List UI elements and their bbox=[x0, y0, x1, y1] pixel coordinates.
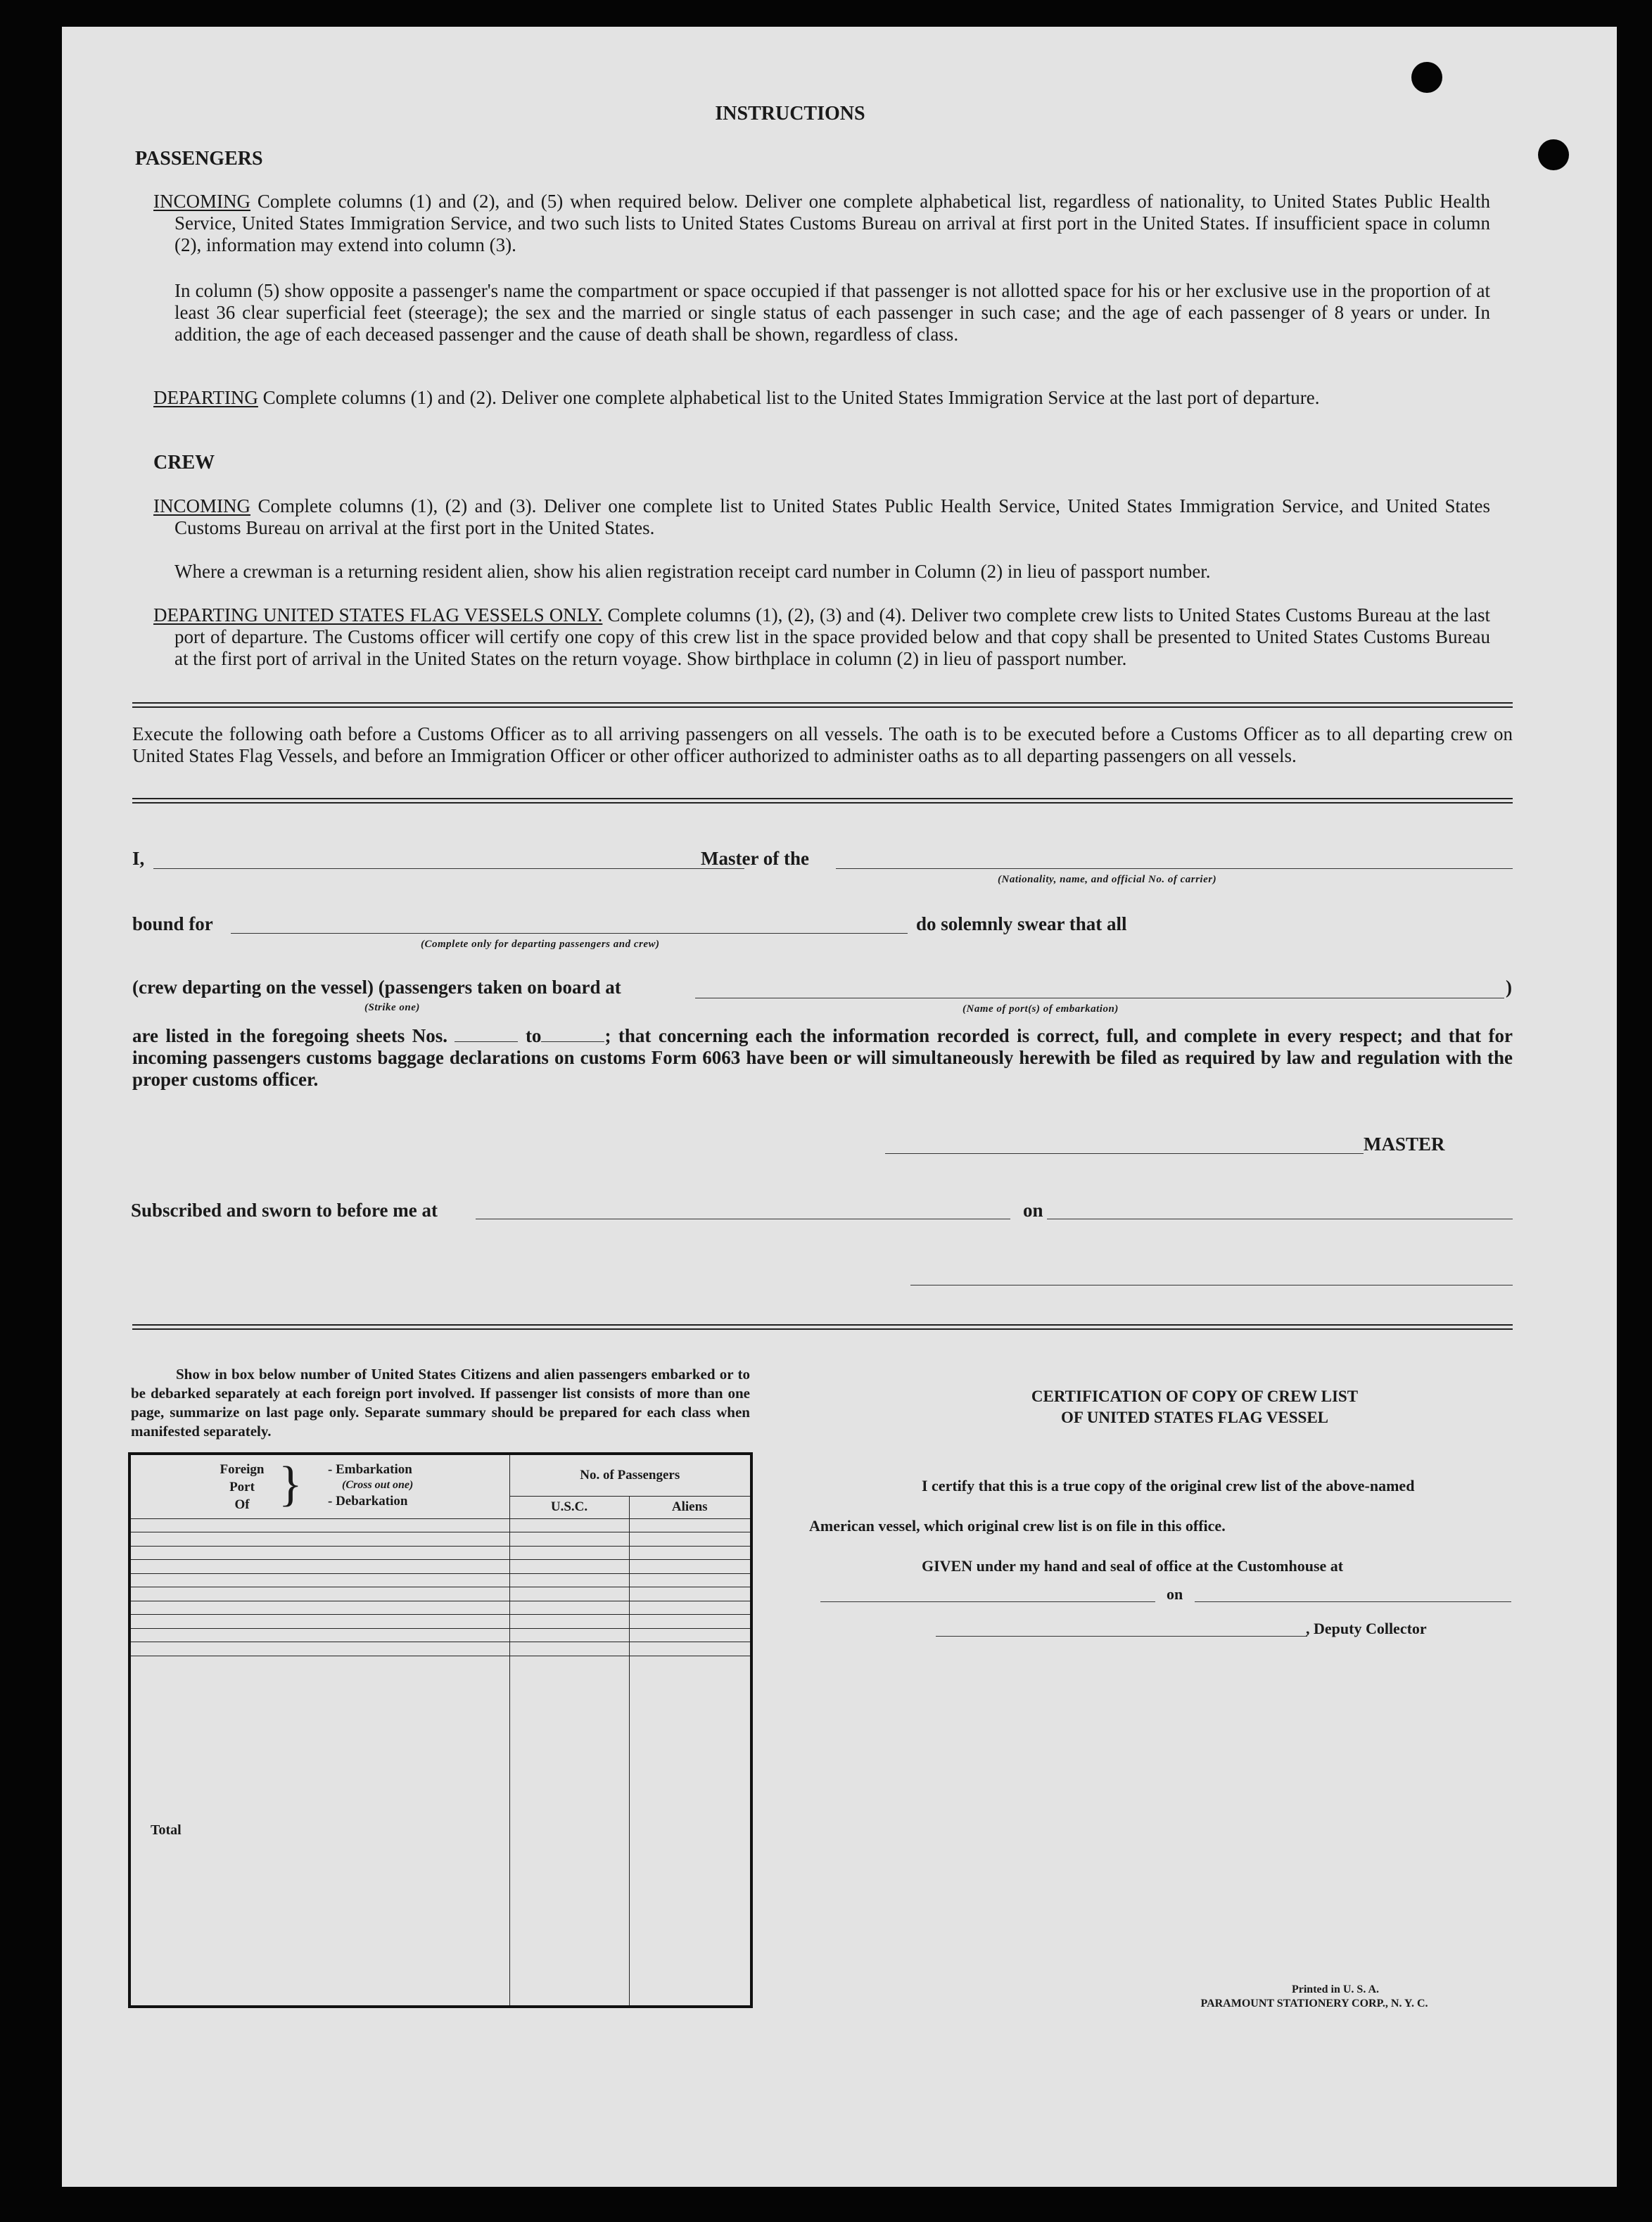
table-row bbox=[129, 1573, 751, 1587]
usc-cell[interactable] bbox=[509, 1642, 629, 1656]
american-vessel-text: American vessel, which original crew list is on file in this office. bbox=[809, 1517, 1226, 1535]
aliens-total-cell[interactable] bbox=[629, 1656, 751, 2007]
usc-total-cell[interactable] bbox=[509, 1656, 629, 2007]
table-row bbox=[129, 1628, 751, 1642]
listed-text-b: ; that concerning each the information recorded is correct, full, and complete in every respect; and that for incoming passengers customs baggage declarations on customs Form 6063 have been or will simultaneously herewith be filed as required by law and regulation with the proper customs officer. bbox=[132, 1025, 1513, 1090]
bound-for-line[interactable] bbox=[231, 933, 908, 934]
port-cell[interactable] bbox=[129, 1642, 509, 1656]
divider-rule bbox=[132, 702, 1513, 704]
crew-alien-text: Where a crewman is a returning resident alien, show his alien registration receipt card number in Column (2) in lieu of passport number. bbox=[174, 561, 1211, 582]
brace-glyph: } bbox=[279, 1457, 303, 1511]
cert-on-label: on bbox=[1167, 1585, 1183, 1603]
imprint-line2: PARAMOUNT STATIONERY CORP., N. Y. C. bbox=[1200, 1998, 1428, 2010]
usc-cell[interactable] bbox=[509, 1532, 629, 1547]
passengers-incoming-text: Complete columns (1) and (2), and (5) when required below. Deliver one complete alphabetical list, regardless of nationality, to United States Public Health Service, United States Immigration Service, and two such lists to United States Customs Bureau on arrival at first port in the United States. If insufficient space in column (2), information may extend into column (3). bbox=[174, 191, 1491, 255]
passengers-column5-text: In column (5) show opposite a passenger's name the compartment or space occupied if that passenger is not allotted space for his or her exclusive use in the proportion of at least 36 clear superficial feet (steerage); the sex and the married or single status of each passenger in such case; and the age of each passenger of 8 years or under. In addition, the age of each deceased passenger and the cause of death shall be shown, regardless of class. bbox=[174, 280, 1490, 345]
aliens-cell[interactable] bbox=[629, 1532, 751, 1547]
certification-title bbox=[878, 1386, 1511, 1428]
master-name-line[interactable] bbox=[153, 868, 744, 869]
crew-incoming-label: INCOMING bbox=[153, 495, 250, 516]
certification-title-line2: OF UNITED STATES FLAG VESSEL bbox=[1060, 1409, 1329, 1426]
punch-hole bbox=[1538, 139, 1569, 170]
cert-date-line[interactable] bbox=[1195, 1601, 1511, 1602]
deputy-signature-line[interactable] bbox=[936, 1636, 1307, 1637]
swear-label: do solemnly swear that all bbox=[916, 913, 1127, 934]
usc-cell[interactable] bbox=[509, 1518, 629, 1532]
usc-cell[interactable] bbox=[509, 1615, 629, 1629]
aliens-cell[interactable] bbox=[629, 1573, 751, 1587]
port-cell[interactable] bbox=[129, 1560, 509, 1574]
aliens-header: Aliens bbox=[629, 1496, 751, 1518]
passengers-column5 bbox=[174, 280, 1490, 345]
bound-for-caption: (Complete only for departing passengers and crew) bbox=[421, 939, 660, 950]
crew-departing-label: DEPARTING UNITED STATES FLAG VESSELS ONLY. bbox=[153, 604, 603, 626]
passenger-summary-table bbox=[128, 1452, 753, 2008]
to-label: to bbox=[525, 1025, 542, 1046]
port-cell[interactable] bbox=[129, 1615, 509, 1629]
port-header-cell bbox=[129, 1454, 509, 1518]
oath-i-label: I, bbox=[132, 848, 145, 869]
foreign-label: Foreign bbox=[220, 1462, 265, 1477]
cross-out-caption: (Cross out one) bbox=[342, 1479, 414, 1491]
table-row bbox=[129, 1615, 751, 1629]
no-of-passengers-header: No. of Passengers bbox=[509, 1454, 751, 1496]
certification-title-line1: CERTIFICATION OF COPY OF CREW LIST bbox=[1031, 1388, 1359, 1405]
punch-hole bbox=[1411, 62, 1442, 93]
embarkation-label: - Embarkation bbox=[328, 1462, 412, 1477]
master-of-the-label: Master of the bbox=[701, 848, 809, 869]
passengers-departing-text: Complete columns (1) and (2). Deliver one complete alphabetical list to the United States Immigration Service at the last port of departure. bbox=[262, 387, 1320, 408]
divider-rule bbox=[132, 1328, 1513, 1330]
summary-instruction: Show in box below number of United States Citizens and alien passengers embarked or to be debarked separately at each foreign port involved. If passenger list consists of more than one page, summarize on last page only. Separate summary should be prepared for each class when manifested separately. bbox=[131, 1366, 750, 1440]
port-cell[interactable] bbox=[129, 1628, 509, 1642]
port-cell[interactable] bbox=[129, 1601, 509, 1615]
divider-rule bbox=[132, 706, 1513, 708]
passengers-departing-label: DEPARTING bbox=[153, 387, 258, 408]
crew-incoming bbox=[153, 495, 1490, 539]
usc-cell[interactable] bbox=[509, 1560, 629, 1574]
crew-departing-label: (crew departing on the vessel) (passengers taken on board at bbox=[132, 977, 621, 998]
aliens-cell[interactable] bbox=[629, 1642, 751, 1656]
passengers-departing bbox=[153, 387, 1490, 409]
divider-rule bbox=[132, 1324, 1513, 1326]
page-title: INSTRUCTIONS bbox=[715, 103, 865, 125]
divider-rule bbox=[132, 798, 1513, 799]
carrier-caption: (Nationality, name, and official No. of carrier) bbox=[998, 874, 1217, 885]
oath-instruction-text: Execute the following oath before a Customs Officer as to all arriving passengers on all vessels. The oath is to be executed before a Customs Officer as to all departing crew on United States Flag Vessels, and before an Immigration Officer or other officer authorized to administer oaths as to all departing passengers on all vessels. bbox=[132, 723, 1513, 766]
divider-rule bbox=[132, 802, 1513, 804]
debarkation-label: - Debarkation bbox=[328, 1494, 408, 1509]
usc-cell[interactable] bbox=[509, 1628, 629, 1642]
sheet-to-blank[interactable] bbox=[541, 1041, 604, 1042]
ports-caption: (Name of port(s) of embarkation) bbox=[962, 1003, 1119, 1015]
crew-departing bbox=[153, 604, 1490, 670]
strike-one-caption: (Strike one) bbox=[364, 1002, 420, 1013]
sworn-on-label: on bbox=[1023, 1200, 1043, 1221]
aliens-cell[interactable] bbox=[629, 1615, 751, 1629]
close-paren: ) bbox=[1506, 977, 1512, 998]
of-label: Of bbox=[234, 1497, 250, 1512]
table-row bbox=[129, 1546, 751, 1560]
oath-instruction bbox=[132, 723, 1513, 767]
printer-imprint bbox=[1103, 1983, 1525, 2011]
usc-cell[interactable] bbox=[509, 1587, 629, 1601]
port-cell[interactable] bbox=[129, 1546, 509, 1560]
crew-incoming-text: Complete columns (1), (2) and (3). Deliver one complete list to United States Public Health Service, United States Immigration Service, and United States Customs Bureau on arrival at the first port in the United States. bbox=[174, 495, 1491, 538]
customhouse-line[interactable] bbox=[820, 1601, 1155, 1602]
crew-heading: CREW bbox=[153, 452, 215, 474]
port-cell[interactable] bbox=[129, 1532, 509, 1547]
passengers-heading: PASSENGERS bbox=[135, 148, 263, 170]
aliens-cell[interactable] bbox=[629, 1546, 751, 1560]
deputy-collector-label: , Deputy Collector bbox=[1306, 1620, 1427, 1637]
form-page bbox=[62, 27, 1617, 2187]
usc-cell[interactable] bbox=[509, 1573, 629, 1587]
passengers-incoming-label: INCOMING bbox=[153, 191, 250, 212]
port-cell[interactable] bbox=[129, 1573, 509, 1587]
listed-text-a: are listed in the foregoing sheets Nos. bbox=[132, 1025, 447, 1046]
table-row bbox=[129, 1587, 751, 1601]
oath-statement bbox=[132, 1025, 1513, 1091]
crew-departing-text: Complete columns (1), (2), (3) and (4). Deliver two complete crew lists to United States Customs Bureau at the last port of departure. The Customs officer will certify one copy of this crew list in the space provided below and that copy shall be presented to United States Customs Bureau at the first port of arrival in the United States on the return voyage. Show birthplace in column (2) in lieu of passport number. bbox=[174, 604, 1490, 669]
aliens-cell[interactable] bbox=[629, 1560, 751, 1574]
total-row bbox=[129, 1656, 751, 2007]
passengers-incoming bbox=[153, 191, 1490, 256]
master-label: MASTER bbox=[1364, 1134, 1445, 1155]
imprint-line1: Printed in U. S. A. bbox=[1291, 1983, 1379, 1995]
port-cell[interactable] bbox=[129, 1518, 509, 1532]
table-row bbox=[129, 1518, 751, 1532]
bound-for-label: bound for bbox=[132, 913, 213, 934]
aliens-cell[interactable] bbox=[629, 1601, 751, 1615]
table-row bbox=[129, 1642, 751, 1656]
crew-alien-note bbox=[174, 561, 1490, 583]
certify-text: I certify that this is a true copy of the original crew list of the above-named bbox=[922, 1477, 1415, 1494]
total-label: Total bbox=[129, 1656, 509, 2007]
usc-cell[interactable] bbox=[509, 1601, 629, 1615]
port-cell[interactable] bbox=[129, 1587, 509, 1601]
table-row bbox=[129, 1560, 751, 1574]
subscribed-label: Subscribed and sworn to before me at bbox=[131, 1200, 438, 1221]
master-signature-line[interactable] bbox=[885, 1153, 1364, 1154]
aliens-cell[interactable] bbox=[629, 1518, 751, 1532]
usc-header: U.S.C. bbox=[509, 1496, 629, 1518]
carrier-line[interactable] bbox=[836, 868, 1513, 869]
sheet-from-blank[interactable] bbox=[455, 1041, 518, 1042]
usc-cell[interactable] bbox=[509, 1546, 629, 1560]
aliens-cell[interactable] bbox=[629, 1628, 751, 1642]
port-label: Port bbox=[229, 1480, 255, 1494]
given-text: GIVEN under my hand and seal of office at the Customhouse at bbox=[922, 1557, 1344, 1575]
table-row bbox=[129, 1601, 751, 1615]
table-row bbox=[129, 1532, 751, 1547]
aliens-cell[interactable] bbox=[629, 1587, 751, 1601]
